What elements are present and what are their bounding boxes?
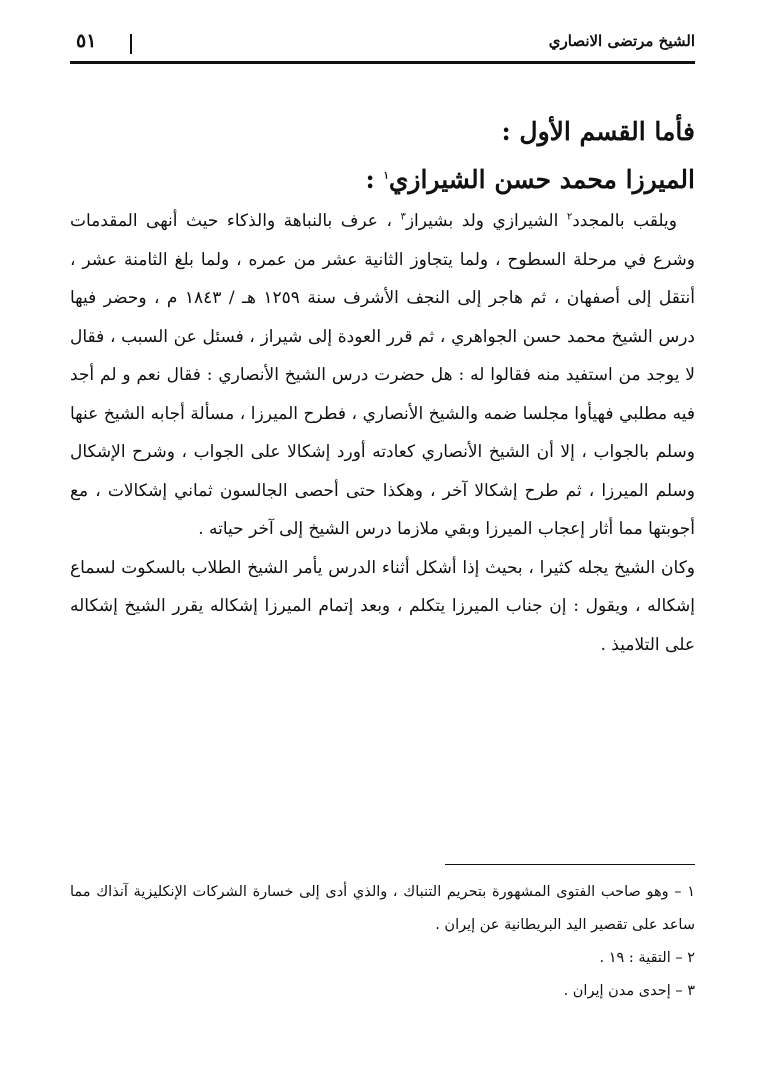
subheading-colon: :: [365, 165, 384, 194]
subheading-name: الميرزا محمد حسن الشيرازي: [388, 165, 695, 194]
header-rule: [70, 61, 695, 64]
paragraph-1-part-b: الشيرازي ولد بشيراز: [405, 211, 567, 231]
running-head: [70, 30, 695, 58]
footnote-ref: ٢: [566, 211, 573, 223]
footnote-1: ١ – وهو صاحب الفتوى المشهورة بتحريم التنباك ، والذي أدى إلى خسارة الشركات الإنكليزية آنذاك مما ساعد على تقصير اليد البريطانية عن إيران .: [70, 884, 695, 933]
footnote-ref: ٣: [400, 211, 406, 223]
footnote-2: ٢ – التقية : ١٩ .: [599, 950, 695, 966]
body-text: [70, 112, 695, 664]
subheading: [70, 158, 695, 202]
paragraph-1-part-c: ، عرف بالنباهة والذكاء حيث أنهى المقدمات وشرع في مرحلة السطوح ، ولما يتجاوز الثانية عشر من عمره ، ولما بلغ الثامنة عشر ، أنتقل إلى أصفهان ، ثم هاجر إلى النجف الأشرف سنة ١٢٥٩ هـ / ١٨٤٣ م ، وحضر فيها درس الشيخ محمد حسن الجواهري ، ثم قرر العودة إلى شيراز ، فسئل عن السبب ، فقال لا يوجد من استفيد منه فقالوا له : هل حضرت درس الشيخ الأنصاري : فقال نعم و لم أجد فيه مطلبي فهيأوا مجلسا ضمه والشيخ الأنصاري ، فطرح الميرزا ، مسألة أجابه الشيخ عنها وسلم بالجواب ، إلا أن الشيخ الأنصاري كعادته أورد إشكالا على الجواب ، وشرح الإشكال وسلم الميرزا ، ثم طرح إشكالا آخر ، وهكذا حتى أحصى الجالسون ثماني إشكالات ، مع أجوبتها مما أثار إعجاب الميرزا وبقي ملازما درس الشيخ إلى آخر حياته .: [70, 211, 695, 539]
running-title: الشيخ مرتضى الانصاري: [548, 32, 695, 50]
footnote-rule: [445, 864, 695, 865]
page-number: ٥١: [76, 30, 97, 52]
paragraph-1-part-a: ويلقب بالمجدد: [572, 211, 677, 231]
paragraph-2: وكان الشيخ يجله كثيرا ، بحيث إذا أشكل أثناء الدرس يأمر الشيخ الطلاب بالسكوت لسماع إشكاله ، ويقول : إن جناب الميرزا يتكلم ، وبعد إتمام الميرزا إشكاله يقرر الشيخ إشكاله على التلاميذ .: [70, 557, 695, 655]
paragraph-1: [70, 202, 695, 549]
section-heading: فأما القسم الأول :: [501, 117, 695, 146]
footnote-3: ٣ – إحدى مدن إيران .: [563, 983, 695, 999]
footnotes: [70, 876, 695, 1008]
footnote-ref: ١: [383, 170, 389, 182]
header-tick-mark: [130, 34, 132, 54]
